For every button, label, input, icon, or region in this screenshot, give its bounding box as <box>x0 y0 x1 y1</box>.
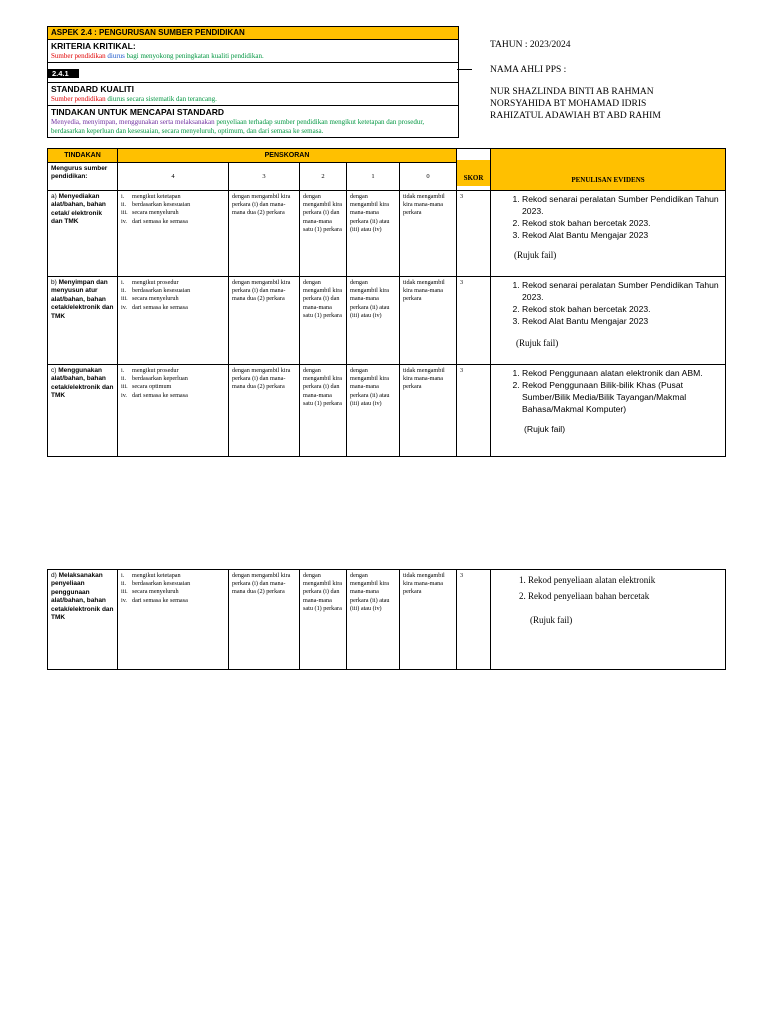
evidens-item: 1. Rekod Penggunaan alatan elektronik dan ABM. <box>522 367 722 379</box>
criteria-4: i. mengikut ketetapan ii. berdasarkan kesesuaian iii. secara menyeluruh iv. dari semasa ke semasa <box>118 570 229 670</box>
criteria-0: tidak mengambil kira mana-mana perkara <box>400 365 457 457</box>
criteria-4: i. mengikut prosedur ii. berdasarkan kesesuaian iii. secara menyeluruh iv. dari semasa ke semasa <box>118 277 229 365</box>
evidens-cell <box>491 277 726 365</box>
member-name: NORSYAHIDA BT MOHAMAD IDRIS <box>490 99 647 109</box>
evidens-item: 3. Rekod Alat Bantu Mengajar 2023 <box>522 229 722 241</box>
tindakan-title: TINDAKAN UNTUK MENCAPAI STANDARD <box>51 107 224 117</box>
criteria-0: tidak mengambil kira mana-mana perkara <box>400 277 457 365</box>
score-3: 3 <box>229 163 300 191</box>
standard-section <box>48 83 458 106</box>
skor-value: 3 <box>457 570 491 670</box>
criteria-3: dengan mengambil kira perkara (i) dan mana-mana dua (2) perkara <box>229 365 300 457</box>
divider-line <box>457 69 472 70</box>
criteria-4: i. mengikut ketetapan ii. berdasarkan kesesuaian iii. secara menyeluruh iv. dari semasa ke semasa <box>118 191 229 277</box>
table-row <box>48 365 726 457</box>
header-box <box>47 26 459 138</box>
skor-value: 3 <box>457 191 491 277</box>
code-row <box>48 63 458 83</box>
penskoran-table <box>47 148 726 457</box>
table-row <box>48 570 726 670</box>
member-name: RAHIZATUL ADAWIAH BT ABD RAHIM <box>490 111 661 121</box>
evidens-item: 2. Rekod stok bahan bercetak 2023. <box>522 217 722 229</box>
table-row <box>48 191 726 277</box>
header-mengurus: Mengurus sumber pendidikan: <box>48 163 118 191</box>
criteria-3: dengan mengambil kira perkara (i) dan mana-mana dua (2) perkara <box>229 277 300 365</box>
skor-value: 3 <box>457 277 491 365</box>
criteria-1: dengan mengambil kira mana-mana perkara (ii) atau (iii) atau (iv) <box>347 570 400 670</box>
member-name: NUR SHAZLINDA BINTI AB RAHMAN <box>490 87 654 97</box>
criteria-1: dengan mengambil kira mana-mana perkara (ii) atau (iii) atau (iv) <box>347 365 400 457</box>
tindakan-cell: a) Menyediakan alat/bahan, bahan cetak/ elektronik dan TMK <box>48 191 118 277</box>
tindakan-cell: c) Menggunakan alat/bahan, bahan cetak/elektronik dan TMK <box>48 365 118 457</box>
standard-desc: Sumber pendidikan diurus secara sistematik dan terancang. <box>51 95 217 103</box>
criteria-2: dengan mengambil kira perkara (i) dan mana-mana satu (1) perkara <box>300 570 347 670</box>
criteria-2: dengan mengambil kira perkara (i) dan mana-mana satu (1) perkara <box>300 365 347 457</box>
evidens-item: 2. Rekod penyeliaan bahan bercetak <box>528 588 722 604</box>
criteria-3: dengan mengambil kira perkara (i) dan mana-mana dua (2) perkara <box>229 570 300 670</box>
aspek-title: ASPEK 2.4 : PENGURUSAN SUMBER PENDIDIKAN <box>48 27 458 40</box>
criteria-3: dengan mengambil kira perkara (i) dan mana-mana dua (2) perkara <box>229 191 300 277</box>
header-tindakan: TINDAKAN <box>48 149 118 163</box>
tindakan-cell: b) Menyimpan dan menyusun atur alat/bahan, bahan cetak/elektronik dan TMK <box>48 277 118 365</box>
evidens-cell <box>491 365 726 457</box>
evidens-item: 1. Rekod senarai peralatan Sumber Pendidikan Tahun 2023. <box>522 279 722 303</box>
table-row <box>48 277 726 365</box>
header-evidens: PENULISAN EVIDENS <box>491 149 726 191</box>
evidens-item: 1. Rekod senarai peralatan Sumber Pendidikan Tahun 2023. <box>522 193 722 217</box>
criteria-2: dengan mengambil kira perkara (i) dan mana-mana satu (1) perkara <box>300 191 347 277</box>
kriteria-section <box>48 40 458 63</box>
header-penskoran: PENSKORAN <box>118 149 457 163</box>
header-skor: SKOR <box>457 160 490 186</box>
evidens-item: 1. Rekod penyeliaan alatan elektronik <box>528 572 722 588</box>
ahli-label: NAMA AHLI PPS : <box>490 65 567 75</box>
standard-code: 2.4.1 <box>48 69 79 78</box>
score-0: 0 <box>400 163 457 191</box>
rujuk-fail: (Rujuk fail) <box>514 250 557 260</box>
evidens-item: 2. Rekod stok bahan bercetak 2023. <box>522 303 722 315</box>
evidens-cell <box>491 570 726 670</box>
standard-title: STANDARD KUALITI <box>51 84 134 94</box>
rujuk-fail: (Rujuk fail) <box>524 424 566 434</box>
evidens-cell <box>491 191 726 277</box>
score-4: 4 <box>118 163 229 191</box>
evidens-item: 3. Rekod Alat Bantu Mengajar 2023 <box>522 315 722 327</box>
skor-value: 3 <box>457 365 491 457</box>
criteria-1: dengan mengambil kira mana-mana perkara (ii) atau (iii) atau (iv) <box>347 191 400 277</box>
evidens-item: 2. Rekod Penggunaan Bilik-bilik Khas (Pusat Sumber/Bilik Media/Bilik Tayangan/Makmal Bahasa/Makmal Komputer) <box>522 379 722 415</box>
penskoran-table-continued <box>47 569 726 670</box>
header-skor-cell <box>457 149 491 191</box>
criteria-0: tidak mengambil kira mana-mana perkara <box>400 191 457 277</box>
member-list <box>490 86 661 122</box>
tindakan-section <box>48 106 458 137</box>
criteria-4: i. mengikut prosedur ii. berdasarkan keperluan iii. secara optimum iv. dari semasa ke semasa <box>118 365 229 457</box>
tindakan-cell: d) Melaksanakan penyeliaan penggunaan alat/bahan, bahan cetak/elektronik dan TMK <box>48 570 118 670</box>
criteria-2: dengan mengambil kira perkara (i) dan mana-mana satu (1) perkara <box>300 277 347 365</box>
kriteria-desc: Sumber pendidikan diurus bagi menyokong peningkatan kualiti pendidikan. <box>51 52 264 60</box>
score-2: 2 <box>300 163 347 191</box>
rujuk-fail: (Rujuk fail) <box>516 338 559 348</box>
kriteria-title: KRITERIA KRITIKAL: <box>51 41 136 51</box>
rujuk-fail: (Rujuk fail) <box>530 615 573 625</box>
criteria-1: dengan mengambil kira mana-mana perkara (ii) atau (iii) atau (iv) <box>347 277 400 365</box>
score-1: 1 <box>347 163 400 191</box>
tahun-text: TAHUN : 2023/2024 <box>490 40 571 50</box>
tindakan-desc: Menyedia, menyimpan, menggunakan serta melaksanakan penyeliaan terhadap sumber pendidikan mengikut ketetapan dan prosedur, berdasarkan keperluan dan kesesuaian, secara menyeluruh, optimum, dan dari semasa ke semasa. <box>51 118 425 135</box>
criteria-0: tidak mengambil kira mana-mana perkara <box>400 570 457 670</box>
